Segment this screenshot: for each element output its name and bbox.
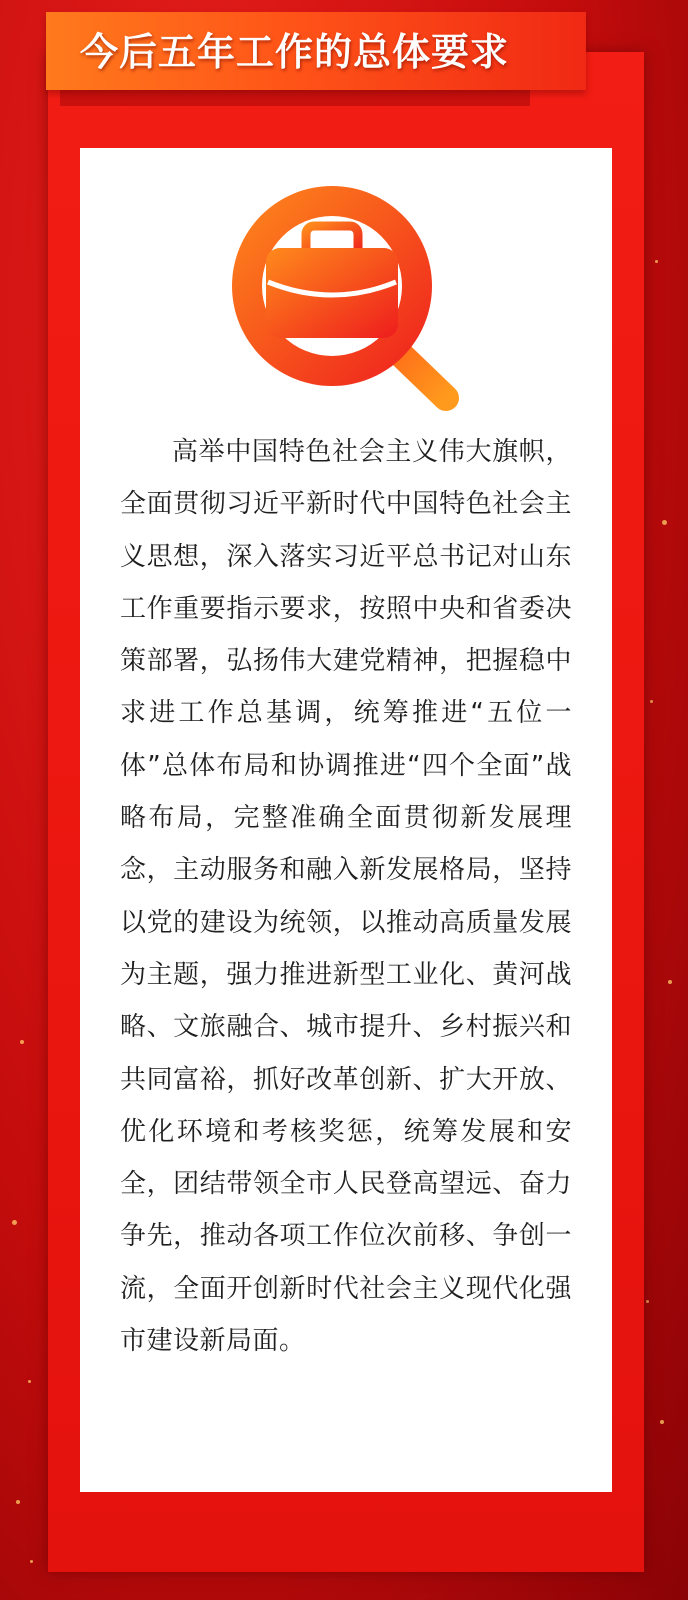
sparkle: [650, 700, 653, 703]
sparkle: [655, 260, 658, 263]
sparkle: [28, 1380, 31, 1383]
body-paragraph: 高举中国特色社会主义伟大旗帜，全面贯彻习近平新时代中国特色社会主义思想，深入落实习近平总书记对山东工作重要指示要求，按照中央和省委决策部署，弘扬伟大建党精神，把握稳中求进工作总基调，统筹推进“五位一体”总体布局和协调推进“四个全面”战略布局，完整准确全面贯彻新发展理念，主动服务和融入新发展格局，坚持以党的建设为统领，以推动高质量发展为主题，强力推进新型工业化、黄河战略、文旅融合、城市提升、乡村振兴和共同富裕，抓好改革创新、扩大开放、优化环境和考核奖惩，统筹发展和安全，团结带领全市人民登高望远、奋力争先，推动各项工作位次前移、争创一流，全面开创新时代社会主义现代化强市建设新局面。: [120, 437, 572, 1357]
title-bar-shadow: [60, 88, 530, 106]
sparkle: [12, 1220, 17, 1225]
sparkle: [646, 1300, 649, 1303]
sparkle: [660, 1420, 664, 1424]
sparkle: [16, 1500, 20, 1504]
briefcase-search-icon: [224, 176, 472, 424]
sparkle: [662, 520, 667, 525]
sparkle: [30, 1560, 33, 1563]
content-card: [80, 148, 612, 1492]
sparkle: [668, 980, 672, 984]
page-title: 今后五年工作的总体要求: [80, 30, 510, 74]
sparkle: [20, 1040, 24, 1044]
